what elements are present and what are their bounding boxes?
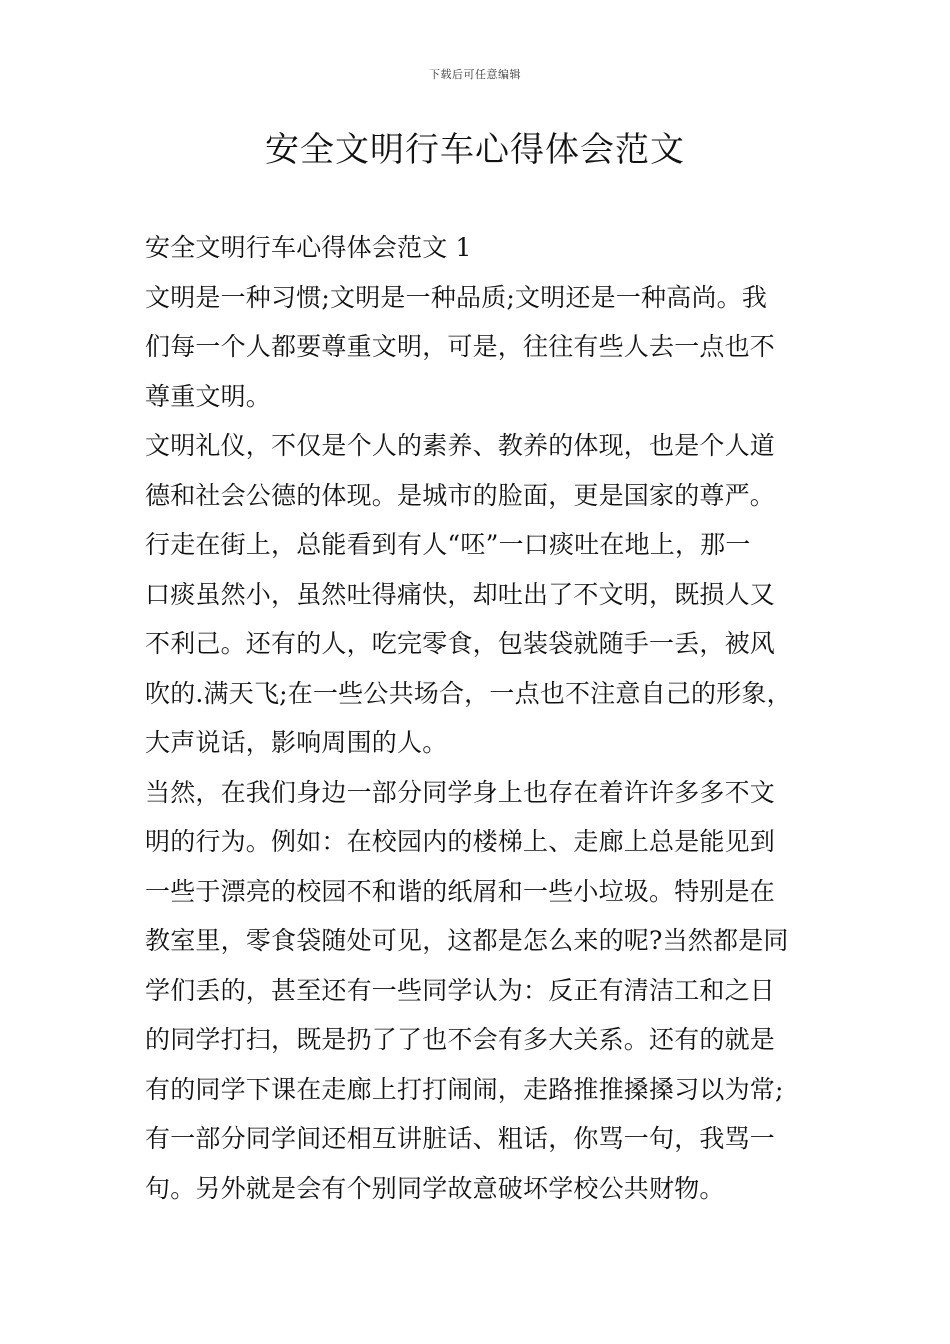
text-line: 明的行为。例如：在校园内的楼梯上、走廊上总是能见到 bbox=[145, 827, 776, 856]
text-line: 不利己。还有的人，吃完零食，包装袋就随手一丢，被风 bbox=[145, 629, 776, 658]
text-line: 行走在街上，总能看到有人“呸”一口痰吐在地上，那一 bbox=[145, 530, 751, 559]
text-line: 大声说话，影响周围的人。 bbox=[145, 728, 448, 757]
text-line: 当然，在我们身边一部分同学身上也存在着许许多多不文 bbox=[145, 777, 776, 807]
text-line: 们每一个人都要尊重文明，可是，往往有些人去一点也不 bbox=[145, 332, 776, 361]
text-line: 德和社会公德的体现。是城市的脸面，更是国家的尊严。 bbox=[145, 480, 776, 510]
text-line: 尊重文明。 bbox=[145, 381, 272, 411]
text-line: 有一部分同学间还相互讲脏话、粗话，你骂一句，我骂一 bbox=[145, 1124, 776, 1153]
text-line: 吹的.满天飞;在一些公共场合，一点也不注意自己的形象， bbox=[145, 678, 792, 708]
document-title: 安全文明行车心得体会范文 bbox=[265, 130, 685, 170]
document-body bbox=[145, 228, 825, 1218]
text-line: 学们丢的，甚至还有一些同学认为：反正有清洁工和之日 bbox=[145, 975, 776, 1005]
header-note: 下载后可任意编辑 bbox=[429, 68, 521, 81]
text-line: 一些于漂亮的校园不和谐的纸屑和一些小垃圾。特别是在 bbox=[145, 876, 776, 906]
text-line: 句。另外就是会有个别同学故意破坏学校公共财物。 bbox=[145, 1173, 725, 1203]
text-line: 文明是一种习惯;文明是一种品质;文明还是一种高尚。我 bbox=[145, 282, 768, 312]
text-line: 的同学打扫，既是扔了了也不会有多大关系。还有的就是 bbox=[145, 1025, 776, 1054]
text-line: 文明礼仪，不仅是个人的素养、教养的体现，也是个人道 bbox=[145, 431, 776, 460]
text-line: 教室里，零食袋随处可见，这都是怎么来的呢?当然都是同 bbox=[145, 926, 789, 955]
subtitle-line: 安全文明行车心得体会范文 1 bbox=[145, 233, 472, 262]
text-line: 口痰虽然小，虽然吐得痛快，却吐出了不文明，既损人又 bbox=[145, 579, 776, 609]
text-line: 有的同学下课在走廊上打打闹闹，走路推推搡搡习以为常; bbox=[145, 1074, 784, 1104]
